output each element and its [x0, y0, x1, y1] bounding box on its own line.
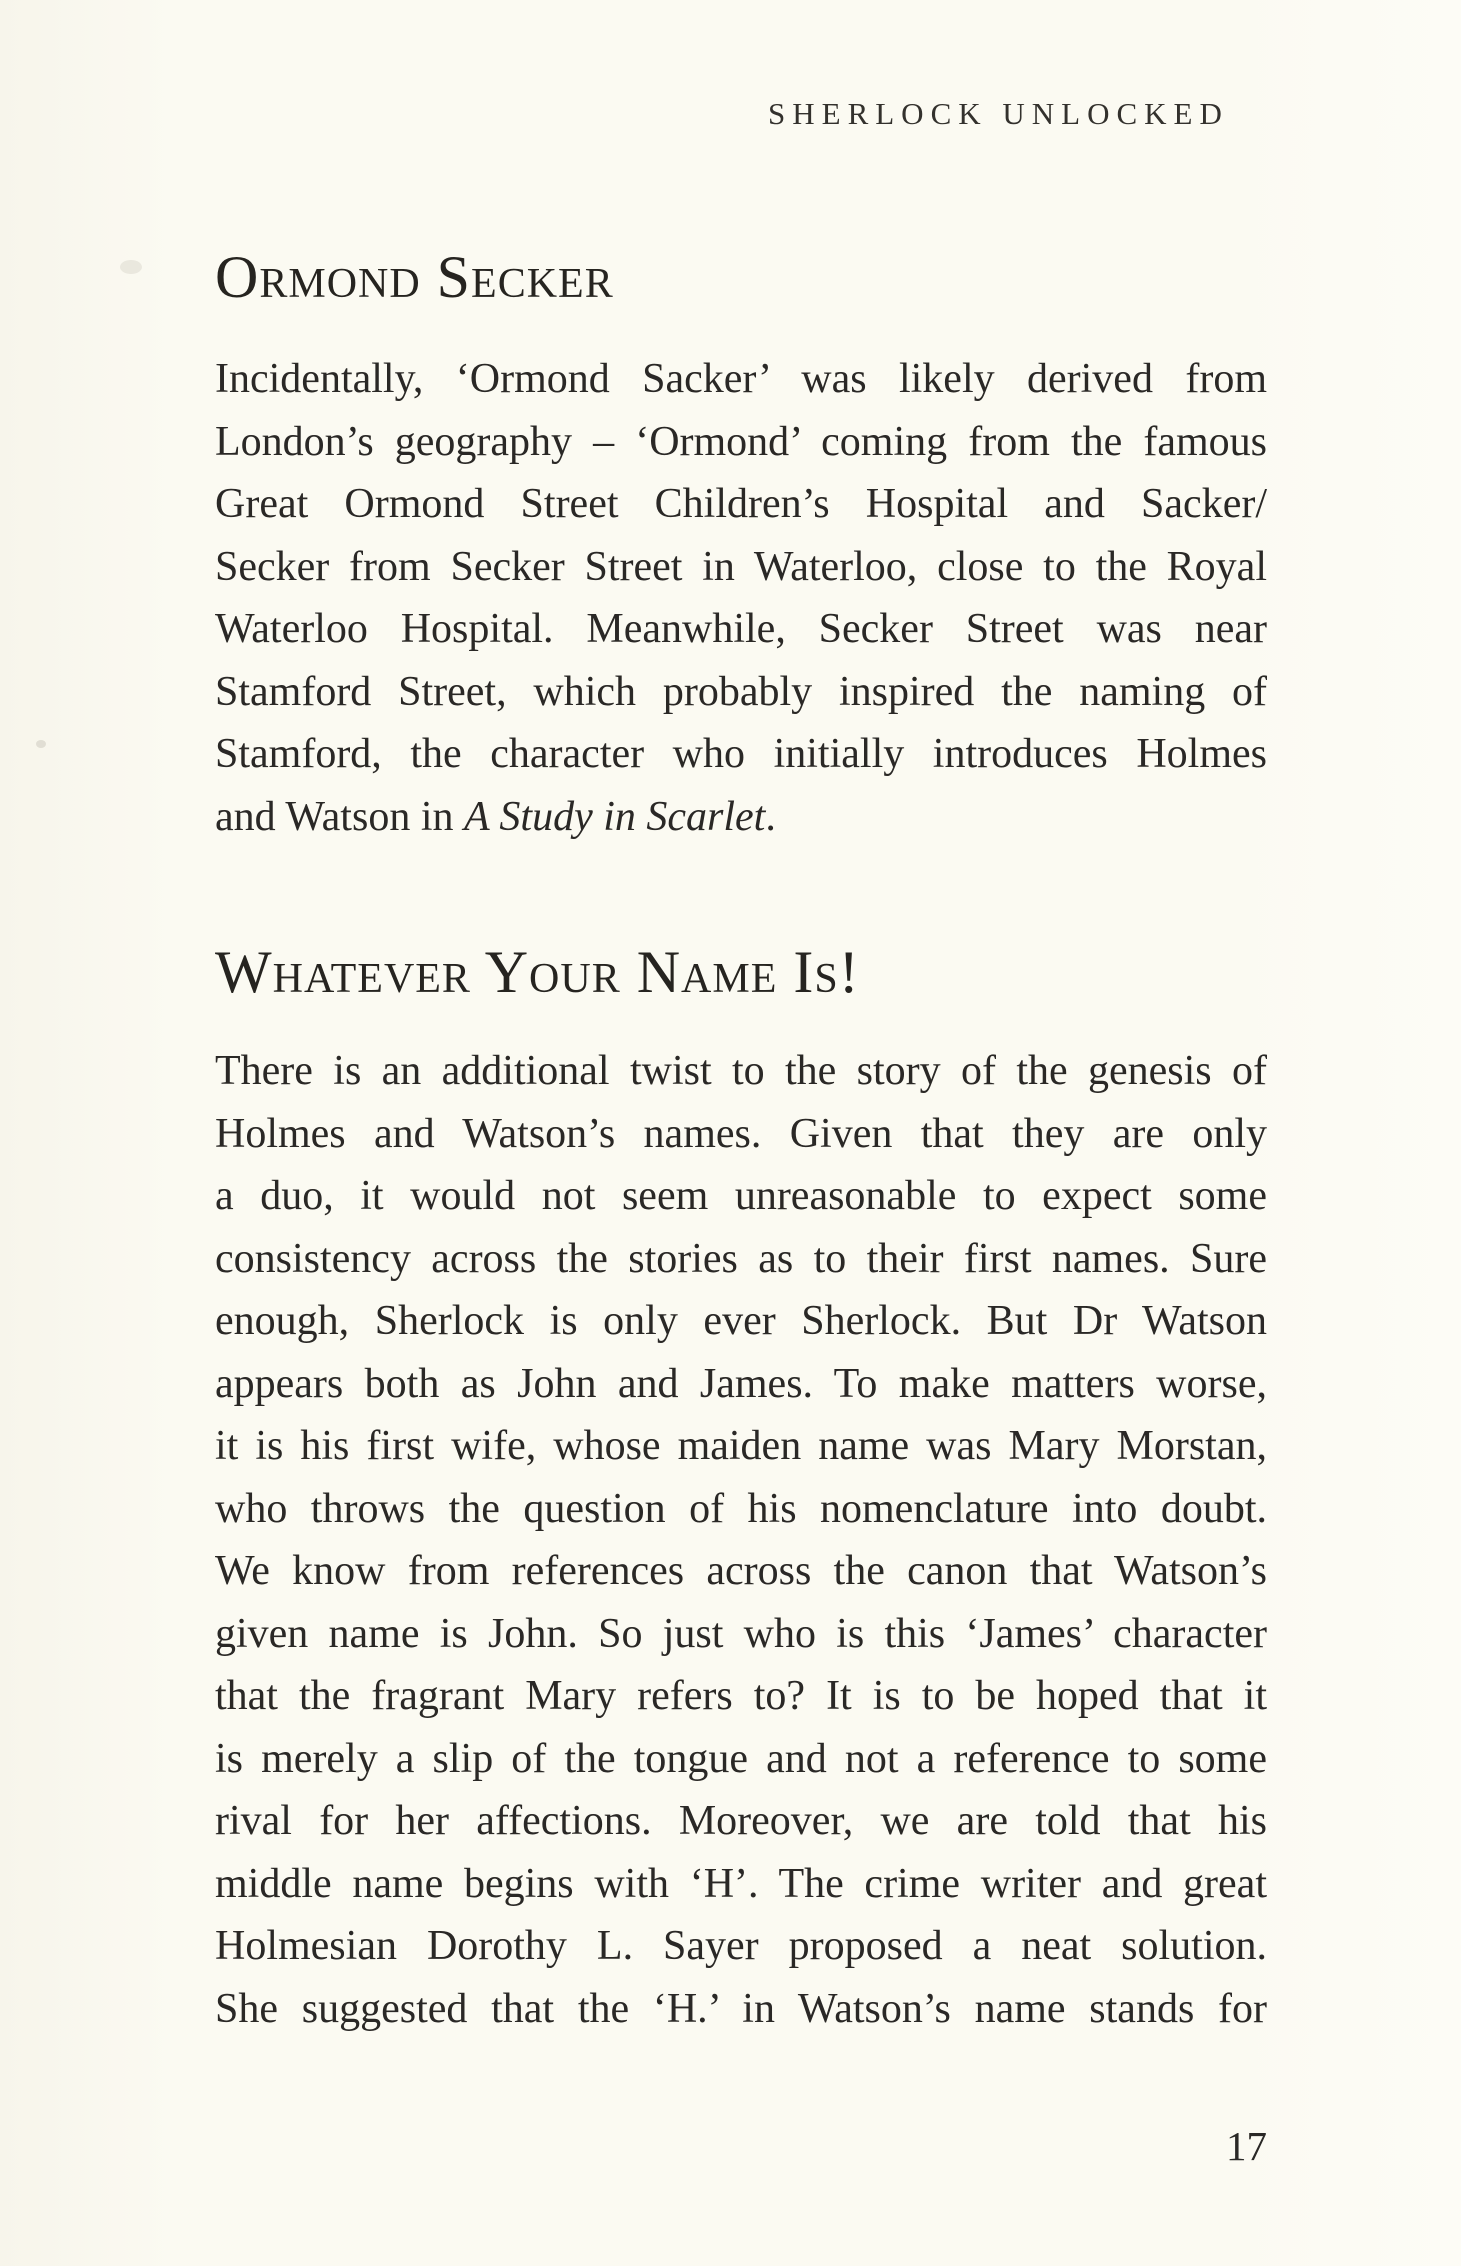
text-line: We know from references across the canon that Watson’s	[215, 1548, 1267, 1594]
section-heading-whatever-your-name-is: Whatever Your Name Is!	[215, 939, 860, 1005]
text-line: Holmesian Dorothy L. Sayer proposed a neat solution.	[215, 1923, 1267, 1969]
text-line: London’s geography – ‘Ormond’ coming from the famous	[215, 418, 1267, 465]
book-title-italic: A Study in Scarlet	[464, 793, 766, 840]
section-heading-ormond-secker: Ormond Secker	[215, 244, 614, 310]
text-line: She suggested that the ‘H.’ in Watson’s name stands for	[215, 1985, 1267, 2032]
text-line: is merely a slip of the tongue and not a reference to some	[215, 1735, 1267, 1782]
text-line: consistency across the stories as to their first names. Sure	[215, 1235, 1267, 1282]
text-line: Holmes and Watson’s names. Given that they are only	[215, 1110, 1267, 1157]
running-header: SHERLOCK UNLOCKED	[768, 96, 1229, 131]
text-line: middle name begins with ‘H’. The crime writer and great	[215, 1860, 1267, 1907]
text-line: Incidentally, ‘Ormond Sacker’ was likely derived from	[215, 356, 1267, 402]
page-number: 17	[1226, 2123, 1267, 2169]
text-line: given name is John. So just who is this ‘James’ character	[215, 1610, 1267, 1657]
text-line	[215, 786, 1267, 849]
text-line: There is an additional twist to the story of the genesis of	[215, 1048, 1267, 1094]
scan-artifact	[120, 260, 142, 274]
text-line: Stamford Street, which probably inspired the naming of	[215, 668, 1267, 715]
text-line: Stamford, the character who initially introduces Holmes	[215, 731, 1267, 777]
text-line: a duo, it would not seem unreasonable to expect some	[215, 1173, 1267, 1219]
text-line: that the fragrant Mary refers to? It is to be hoped that it	[215, 1673, 1267, 1719]
text-line: Waterloo Hospital. Meanwhile, Secker Street was near	[215, 606, 1267, 652]
text-line: enough, Sherlock is only ever Sherlock. But Dr Watson	[215, 1298, 1267, 1344]
text-line: Great Ormond Street Children’s Hospital and Sacker/	[215, 481, 1267, 527]
text-line: who throws the question of his nomenclature into doubt.	[215, 1485, 1267, 1532]
text-line: rival for her affections. Moreover, we are told that his	[215, 1798, 1267, 1844]
text-line: Secker from Secker Street in Waterloo, close to the Royal	[215, 543, 1267, 590]
paragraph-ormond-secker	[215, 348, 1267, 848]
text-segment: .	[765, 793, 776, 840]
text-line: appears both as John and James. To make matters worse,	[215, 1360, 1267, 1407]
text-line: it is his first wife, whose maiden name was Mary Morstan,	[215, 1423, 1267, 1469]
scan-artifact	[36, 740, 46, 748]
paragraph-whatever-your-name-is	[215, 1040, 1267, 2040]
text-segment: and Watson in	[215, 793, 464, 840]
